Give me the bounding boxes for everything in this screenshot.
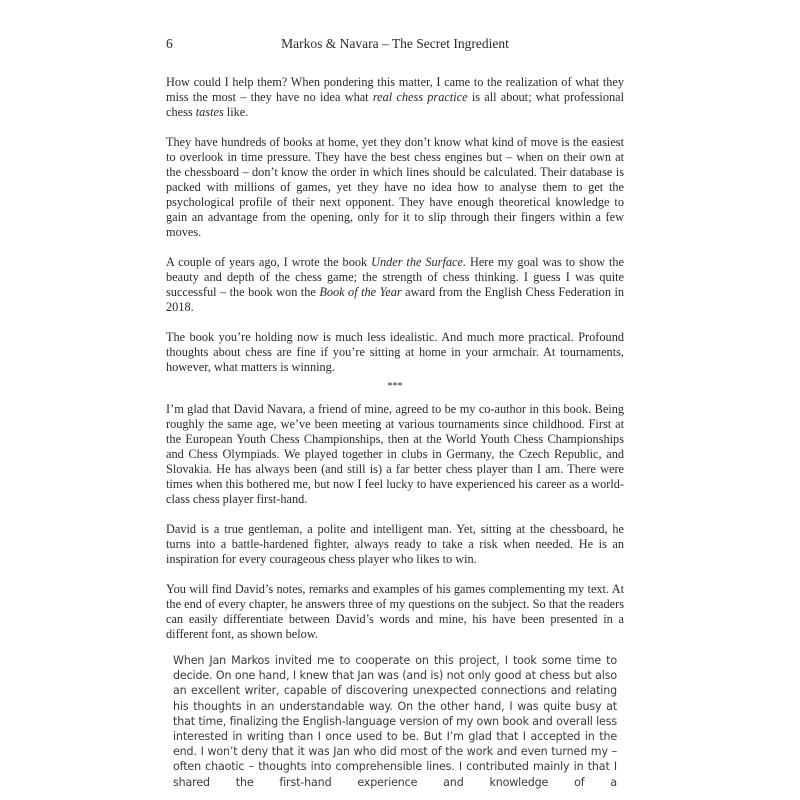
paragraph-3 [166,255,624,315]
page-header [166,30,624,50]
paragraph-7: You will find David’s notes, remarks and examples of his games complementing my text. At the end of every chapter, he answers three of my questions on the subject. So that the readers can easily differentiate between David’s words and mine, his have been presented in a different font, as shown below. [166,582,624,641]
coauthor-quote-block: When Jan Markos invited me to cooperate on this project, I took some time to decide. On one hand, I knew that Jan was (and is) not only good at chess but also an excellent writer, capable of discovering unexpected connections and relating his thoughts in an understandable way. On the other hand, I was quite busy at that time, finalizing the English-language version of my own book and overall less interested in writing than I once used to be. But I’m glad that I accepted in the end. I won’t deny that it was Jan who did most of the work and even turned my – often chaotic – thoughts into comprehensible lines. I contributed mainly in that I shared the first-hand experience and knowledge of a [173,654,617,789]
italic-phrase: real chess practice [372,90,468,104]
text-span: Here my goal was to show the beauty and depth of the chess game; the strength of chess thinking. I guess I was quite successful – the book won the [166,255,624,299]
paragraph-gap [166,120,624,135]
book-title-italic: Under the Surface. [371,255,467,269]
paragraph-1 [166,75,624,120]
running-title: Markos & Navara – The Secret Ingredient [281,36,509,51]
text-span: is all about; what professional chess [166,90,624,119]
book-page [166,30,624,790]
text-span: How could I help them? When pondering this matter, I came to the realization of what they miss the most – they have no idea what [166,75,624,104]
italic-phrase: tastes [195,105,224,119]
paragraph-4: The book you’re holding now is much less idealistic. And much more practical. Profound thoughts about chess are fine if you’re sitting at home in your armchair. At tournaments, however, what matters is winning. [166,330,624,374]
paragraph-gap [166,240,624,255]
award-title-italic: Book of the Year [319,285,402,299]
paragraph-5: I’m glad that David Navara, a friend of mine, agreed to be my co-author in this book. Being roughly the same age, we’ve been meeting at various tournaments since childhood. First at the European Youth Chess Championships, then at the World Youth Chess Championships and Chess Olympiads. We played together in clubs in Germany, the Czech Republic, and Slovakia. He has always been (and still is) a far better chess player than I am. There were times when this bothered me, but now I feel lucky to have experienced his career as a world-class chess player first-hand. [166,402,624,506]
text-span: award from the English Chess Federation in 2018. [166,285,625,314]
text-span: A couple of years ago, I wrote the book [166,255,372,269]
text-span: like. [223,105,249,119]
paragraph-gap [166,507,624,522]
paragraph-6: David is a true gentleman, a polite and intelligent man. Yet, sitting at the chessboard, he turns into a battle-hardened fighter, always ready to take a risk when needed. He is an inspiration for every courageous chess player who likes to win. [166,522,624,566]
paragraph-2: They have hundreds of books at home, yet they don’t know what kind of move is the easiest to overlook in time pressure. They have the best chess engines but – when on their own at the chessboard – don’t know the order in which lines should be calculated. Their database is packed with millions of games, yet they have no idea how to analyse them to get the psychological profile of their next opponent. They have enough theoretical knowledge to gain an advantage from the opening, only for it to slip through their fingers within a few moves. [166,135,624,239]
paragraph-gap [166,315,624,330]
page-number: 6 [166,36,173,51]
paragraph-gap [166,567,624,582]
section-separator: *** [387,381,403,392]
